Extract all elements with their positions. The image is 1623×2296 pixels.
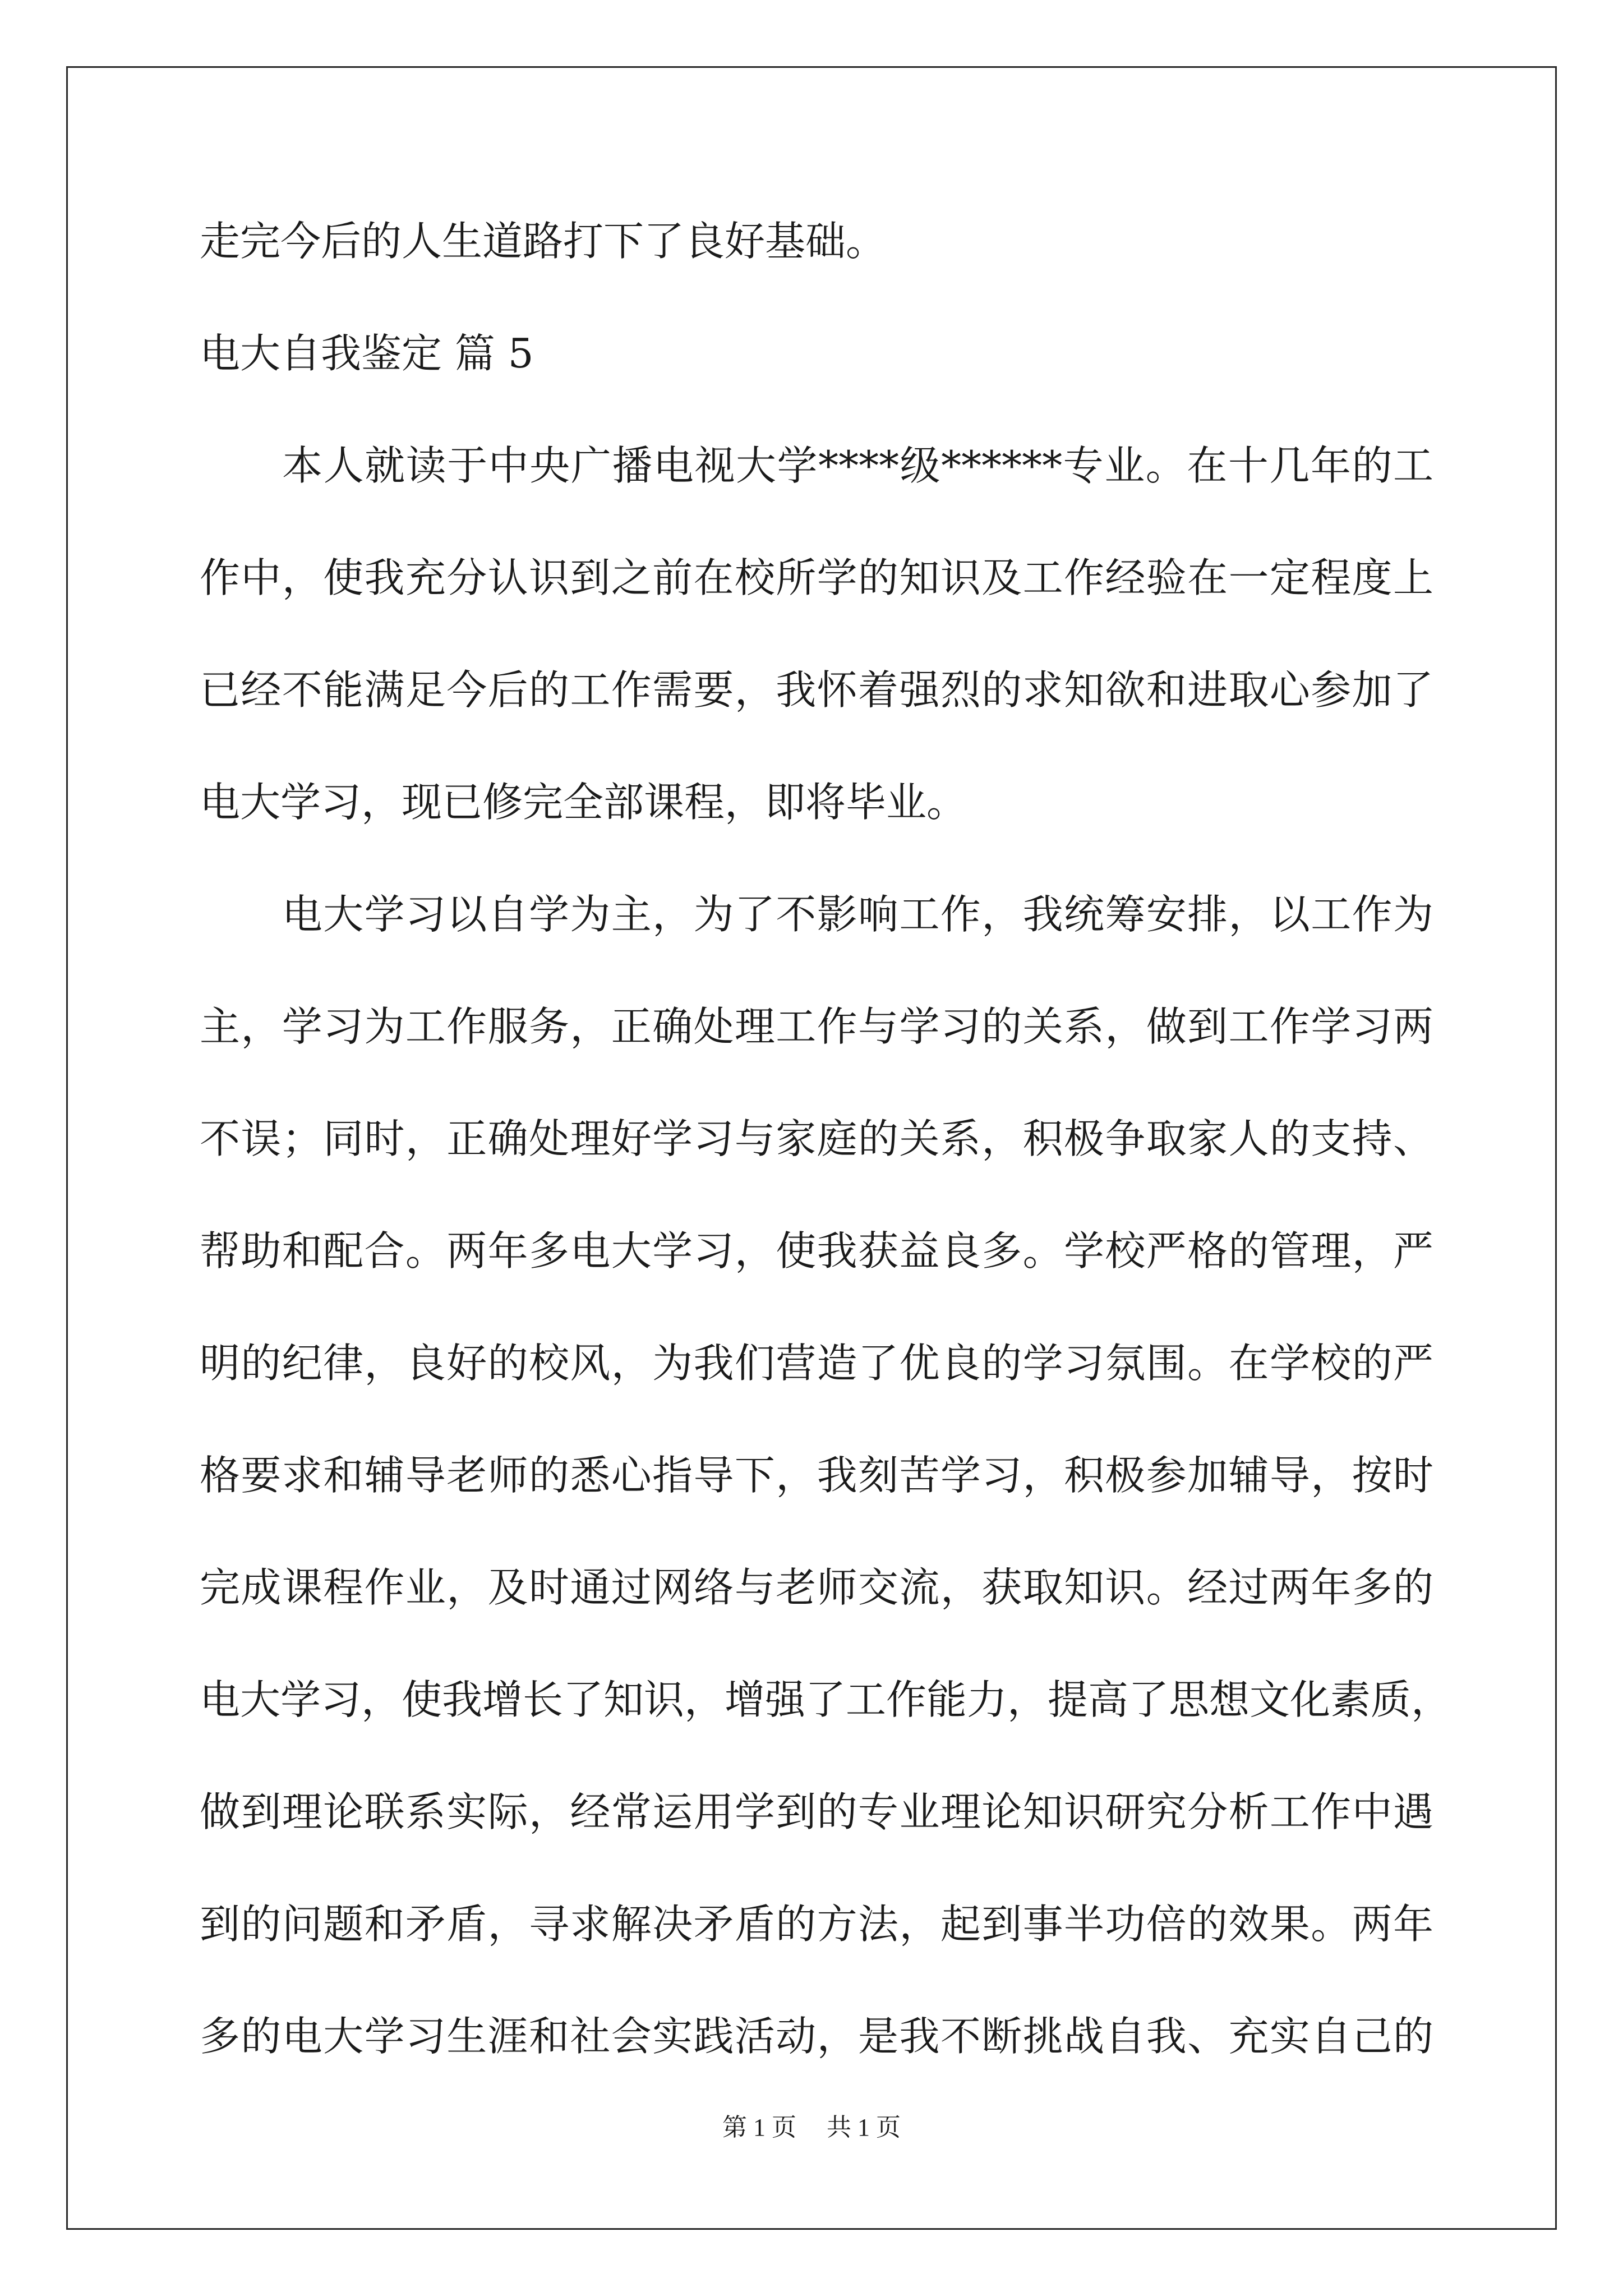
text-line: 电大学习以自学为主，为了不影响工作，我统筹安排，以工作为	[200, 891, 1433, 938]
text-line: 不误；同时，正确处理好学习与家庭的关系，积极争取家人的支持、	[200, 1115, 1433, 1162]
page-total: 共 1 页	[827, 2114, 901, 2141]
text-line: 已经不能满足今后的工作需要，我怀着强烈的求知欲和进取心参加了	[200, 666, 1433, 714]
text-line: 格要求和辅导老师的悉心指导下，我刻苦学习，积极参加辅导，按时	[200, 1452, 1433, 1499]
text-line: 多的电大学习生涯和社会实践活动，是我不断挑战自我、充实自己的	[200, 2013, 1433, 2060]
section-heading: 电大自我鉴定 篇 5	[200, 330, 534, 377]
text-line: 做到理论联系实际，经常运用学到的专业理论知识研究分析工作中遇	[200, 1788, 1433, 1835]
text-line: 帮助和配合。两年多电大学习，使我获益良多。学校严格的管理，严	[200, 1227, 1433, 1274]
page-number: 第 1 页	[722, 2114, 796, 2141]
page-footer	[0, 2112, 1623, 2143]
text-line: 走完今后的人生道路打下了良好基础。	[200, 218, 887, 265]
text-line: 作中，使我充分认识到之前在校所学的知识及工作经验在一定程度上	[200, 554, 1433, 601]
text-line: 电大学习，现已修完全部课程，即将毕业。	[200, 779, 967, 826]
text-line: 到的问题和矛盾，寻求解决矛盾的方法，起到事半功倍的效果。两年	[200, 1901, 1433, 1948]
text-line: 完成课程作业，及时通过网络与老师交流，获取知识。经过两年多的	[200, 1564, 1433, 1611]
text-line: 本人就读于中央广播电视大学****级******专业。在十几年的工	[200, 442, 1433, 489]
text-line: 明的纪律，良好的校风，为我们营造了优良的学习氛围。在学校的严	[200, 1340, 1433, 1387]
text-line: 电大学习，使我增长了知识，增强了工作能力，提高了思想文化素质，	[200, 1676, 1452, 1723]
text-line: 主，学习为工作服务，正确处理工作与学习的关系，做到工作学习两	[200, 1003, 1433, 1050]
